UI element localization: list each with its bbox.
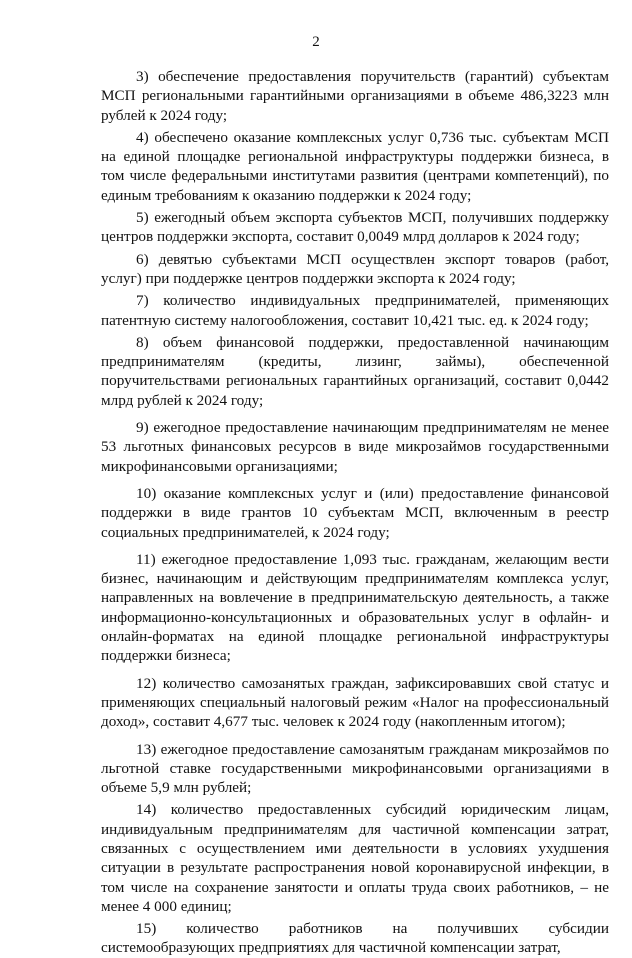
list-item-13: 13) ежегодное предоставление самозанятым гражданам микрозаймов по льготной ставке государственными микрофинансовыми организациями в объеме 5,9 млн рублей; [101, 740, 609, 797]
list-item-11: 11) ежегодное предоставление 1,093 тыс. гражданам, желающим вести бизнес, начинающим и действующим предпринимателям комплекса услуг, направленных на вовлечение в предпринимательскую деятельность, а также информационно-консультационных и образовательных услуг в офлайн- и онлайн-форматах на единой площадке региональной инфраструктуры поддержки бизнеса; [101, 550, 609, 665]
list-item-4: 4) обеспечено оказание комплексных услуг 0,736 тыс. субъектам МСП на единой площадке региональной инфраструктуры поддержки бизнеса, в том числе федеральными институтами развития (центрами компетенций), по единым требованиям к оказанию поддержки к 2024 году; [101, 128, 609, 204]
document-body [101, 67, 609, 958]
list-item-9: 9) ежегодное предоставление начинающим предпринимателям не менее 53 льготных финансовых ресурсов в виде микрозаймов государственными микрофинансовыми организациями; [101, 419, 609, 475]
list-item-14: 14) количество предоставленных субсидий юридическим лицам, индивидуальным предпринимателям для частичной компенсации затрат, связанных с осуществлением ими деятельности в условиях ухудшения ситуации в результате распространения новой коронавирусной инфекции, в том числе на сохранение занятости и оплаты труда своих работников, – не менее 4 000 единиц; [101, 801, 609, 915]
list-item-10: 10) оказание комплексных услуг и (или) предоставление финансовой поддержки в виде грантов 10 субъектам МСП, включенным в реестр социальных предпринимателей, к 2024 году; [101, 484, 609, 541]
list-item-6: 6) девятью субъектами МСП осуществлен экспорт товаров (работ, услуг) при поддержке центров поддержки экспорта к 2024 году; [101, 250, 609, 287]
list-item-8: 8) объем финансовой поддержки, предоставленной начинающим предпринимателям (кредиты, лизинг, займы), обеспеченной поручительствами региональных гарантийных организаций, составит 0,0442 млрд рублей к 2024 году; [101, 333, 609, 409]
page-number: 2 [312, 34, 320, 50]
list-item-7: 7) количество индивидуальных предпринимателей, применяющих патентную систему налогообложения, составит 10,421 тыс. ед. к 2024 году; [101, 292, 609, 329]
list-item-15: 15) количество работников на получивших субсидии системообразующих предприятиях для частичной компенсации затрат, [101, 920, 609, 957]
list-item-5: 5) ежегодный объем экспорта субъектов МСП, получивших поддержку центров поддержки экспорта, составит 0,0049 млрд долларов к 2024 году; [101, 209, 609, 246]
list-item-12: 12) количество самозанятых граждан, зафиксировавших свой статус и применяющих специальный налоговый режим «Налог на профессиональный доход», составит 4,677 тыс. человек к 2024 году (накопленным итогом); [101, 674, 609, 731]
list-item-3: 3) обеспечение предоставления поручительств (гарантий) субъектам МСП региональными гарантийными организациями в объеме 486,3223 млн рублей к 2024 году; [101, 68, 609, 124]
